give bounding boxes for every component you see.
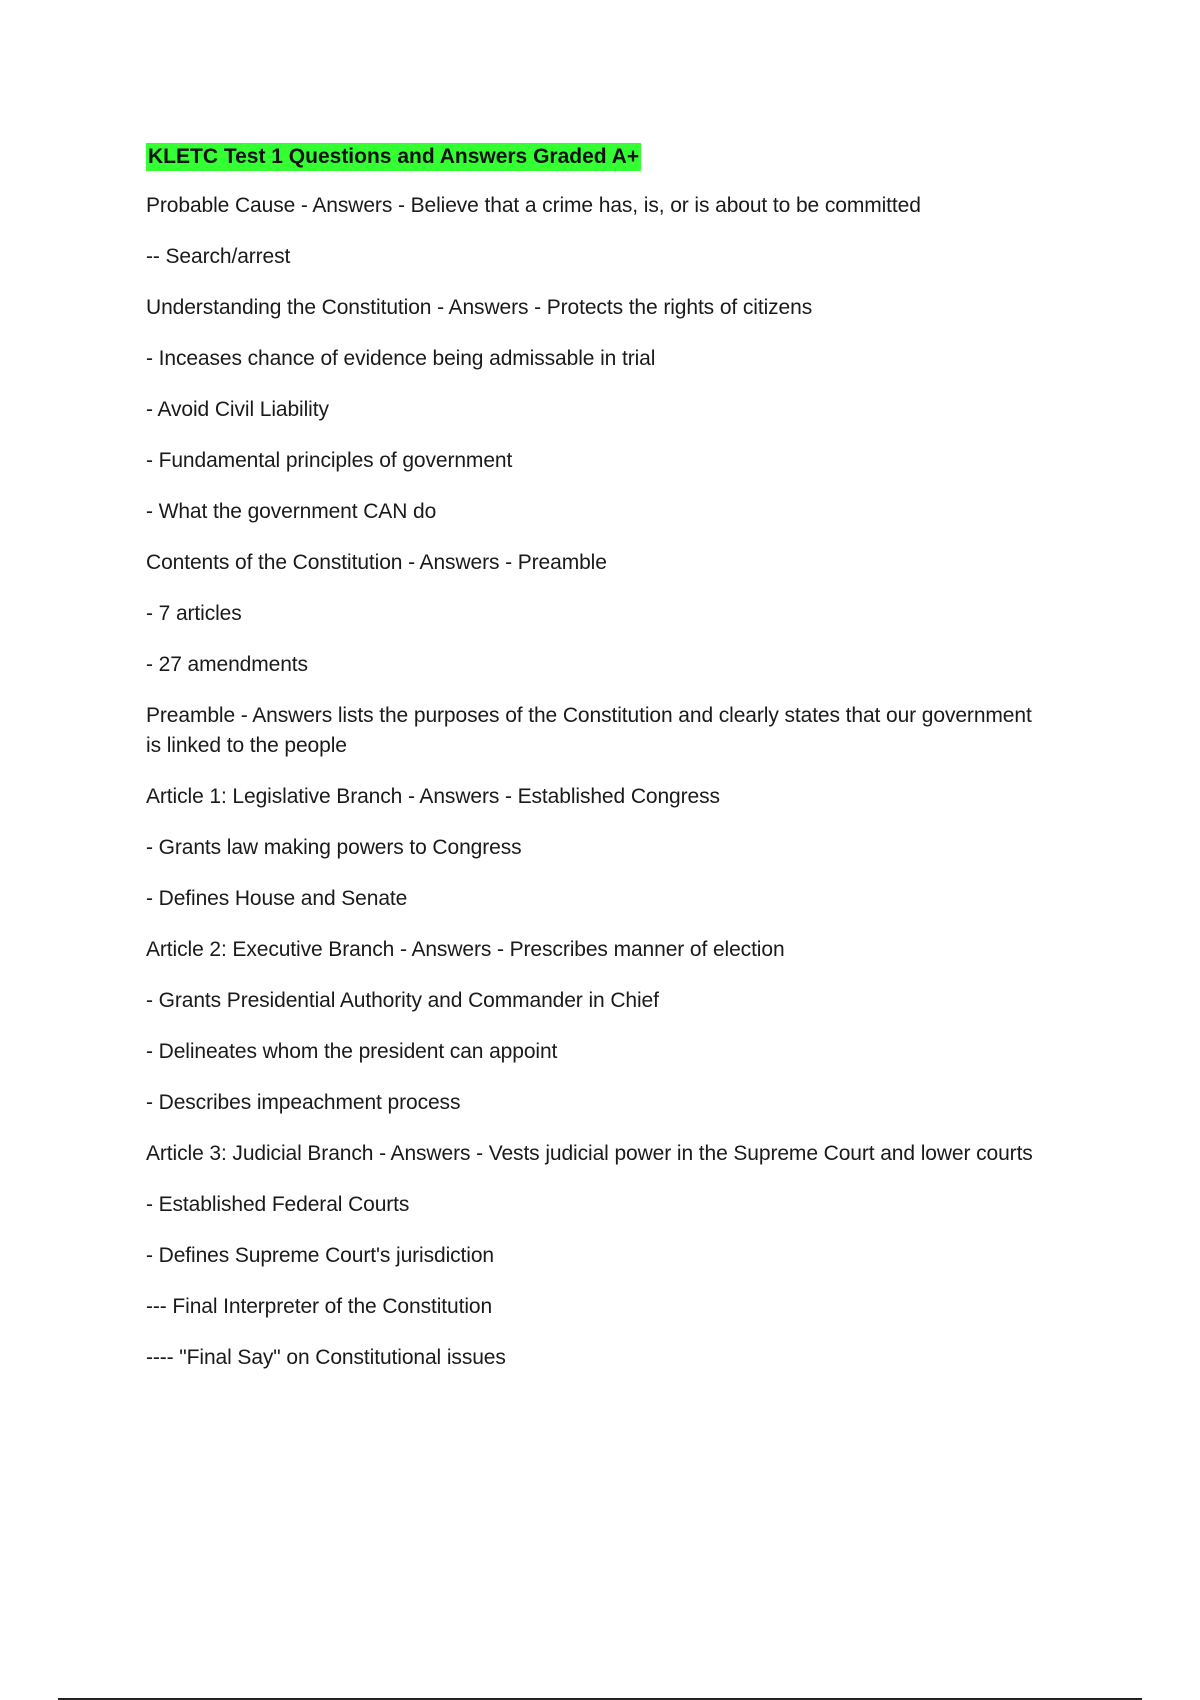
text-line: Article 2: Executive Branch - Answers - Prescribes manner of election xyxy=(146,938,785,961)
text-line: - Defines Supreme Court's jurisdiction xyxy=(146,1244,495,1267)
text-line: - Describes impeachment process xyxy=(146,1091,461,1114)
text-line: - Grants Presidential Authority and Commander in Chief xyxy=(146,989,659,1012)
text-line: - Grants law making powers to Congress xyxy=(146,836,522,859)
text-line: --- Final Interpreter of the Constitution xyxy=(146,1295,493,1318)
document-title: KLETC Test 1 Questions and Answers Graded A+ xyxy=(146,143,641,171)
text-line: Understanding the Constitution - Answers - Protects the rights of citizens xyxy=(146,296,813,319)
document-body xyxy=(146,143,1046,1394)
text-line: Preamble - Answers lists the purposes of the Constitution and clearly states that our government is linked to the people xyxy=(146,704,1032,757)
text-line: Contents of the Constitution - Answers - Preamble xyxy=(146,551,607,574)
text-line: - Inceases chance of evidence being admissable in trial xyxy=(146,347,656,370)
text-line: Probable Cause - Answers - Believe that a crime has, is, or is about to be committed xyxy=(146,194,921,217)
text-line: - Delineates whom the president can appoint xyxy=(146,1040,558,1063)
text-line: - 27 amendments xyxy=(146,653,308,676)
text-line: - What the government CAN do xyxy=(146,500,437,523)
text-line: - Defines House and Senate xyxy=(146,887,408,910)
text-line: -- Search/arrest xyxy=(146,245,291,268)
text-line: Article 3: Judicial Branch - Answers - Vests judicial power in the Supreme Court and lower courts xyxy=(146,1142,1033,1165)
text-line: ---- "Final Say" on Constitutional issues xyxy=(146,1346,506,1369)
text-line: - Established Federal Courts xyxy=(146,1193,410,1216)
text-line: - Fundamental principles of government xyxy=(146,449,513,472)
text-line: - 7 articles xyxy=(146,602,242,625)
text-line: - Avoid Civil Liability xyxy=(146,398,329,421)
text-line: Article 1: Legislative Branch - Answers - Established Congress xyxy=(146,785,720,808)
